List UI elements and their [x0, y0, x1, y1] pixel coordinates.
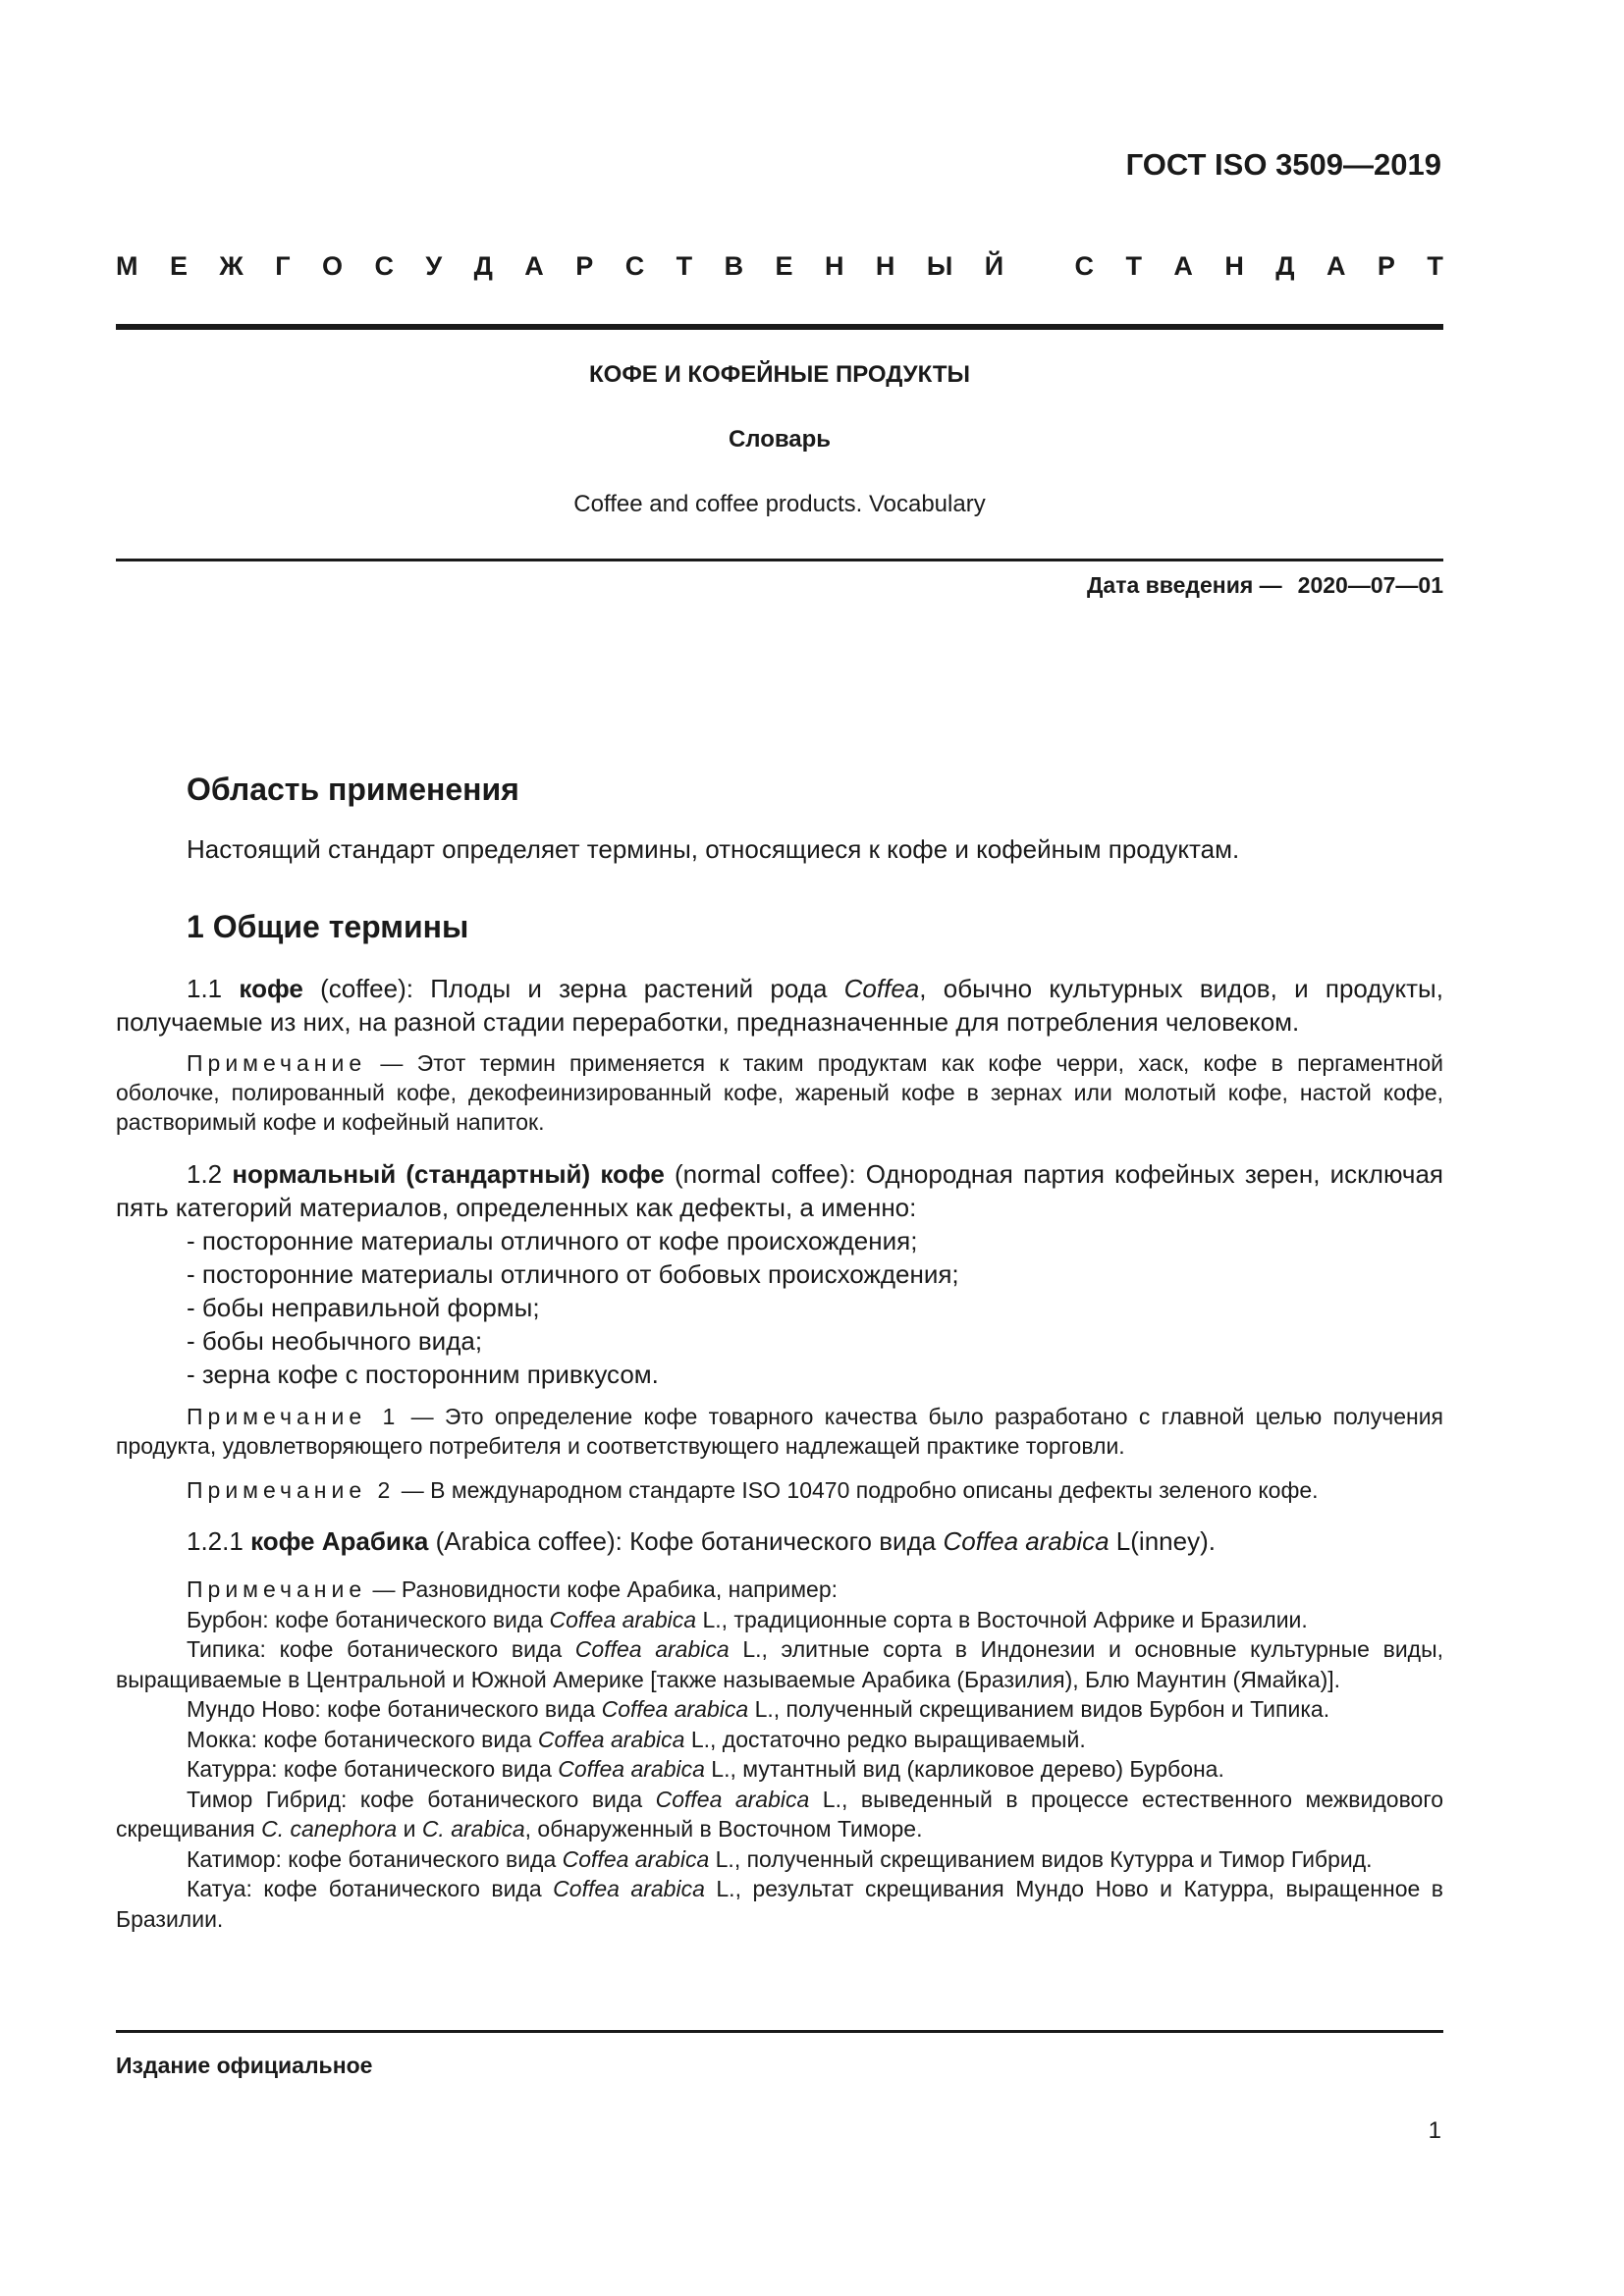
- species-name: Coffea arabica: [558, 1756, 705, 1782]
- note-label: Примечание: [187, 1576, 367, 1602]
- term-1-2-paragraph: [116, 1157, 1443, 1224]
- term-1-1-paragraph: [116, 972, 1443, 1039]
- variety-text: , обнаруженный в Восточном Тиморе.: [524, 1816, 923, 1842]
- variety-text: Мокка: кофе ботанического вида: [187, 1726, 532, 1752]
- note-label: Примечание 1: [187, 1404, 401, 1429]
- term-1-1: [116, 972, 1443, 1039]
- banner-letter: Т: [676, 251, 693, 281]
- variety-mocha: [116, 1725, 1443, 1755]
- variety-catimor: [116, 1844, 1443, 1875]
- banner-letter: Г: [275, 251, 291, 281]
- scope-text: [116, 832, 1443, 866]
- interstate-standard-banner: [116, 251, 1443, 291]
- footer-rule: [116, 2030, 1443, 2033]
- variety-bourbon: [116, 1605, 1443, 1635]
- note-intro: [116, 1575, 1443, 1605]
- species-name: Coffea arabica: [537, 1726, 685, 1752]
- species-name: Coffea arabica: [943, 1526, 1110, 1556]
- variety-typica: [116, 1634, 1443, 1694]
- scope-heading: Область применения: [187, 772, 519, 807]
- document-title: КОФЕ И КОФЕЙНЫЕ ПРОДУКТЫ: [589, 361, 970, 388]
- defect-item: - посторонние материалы отличного от бобовых происхождения;: [187, 1257, 1443, 1291]
- document-subtitle: Словарь: [728, 426, 832, 453]
- top-rule: [116, 324, 1443, 330]
- banner-letter: С: [1074, 251, 1094, 281]
- variety-text: Катурра: кофе ботанического вида: [187, 1756, 552, 1782]
- species-name: C. canephora: [261, 1816, 398, 1842]
- species-name: Coffea arabica: [549, 1606, 697, 1632]
- english-title: Coffee and coffee products. Vocabulary: [573, 491, 986, 517]
- banner-letter: Д: [1275, 251, 1295, 281]
- term-definition: Кофе ботанического вида: [629, 1526, 937, 1556]
- defect-item: - зерна кофе с посторонним привкусом.: [187, 1358, 1443, 1391]
- term-1-2: [116, 1157, 1443, 1391]
- banner-letter: Ж: [219, 251, 244, 281]
- variety-text: Мундо Ново: кофе ботанического вида: [187, 1696, 596, 1722]
- banner-letter: А: [1326, 251, 1346, 281]
- term-definition-rest: L(inney).: [1115, 1526, 1216, 1556]
- banner-letter: Е: [169, 251, 188, 281]
- banner-letter: Т: [1427, 251, 1443, 281]
- species-name: Coffea arabica: [574, 1636, 730, 1662]
- term-name: нормальный (стандартный) кофе: [232, 1159, 665, 1189]
- term-1-2-1: [116, 1524, 1443, 1558]
- species-name: Coffea arabica: [553, 1876, 705, 1901]
- defect-item: - бобы неправильной формы;: [187, 1291, 1443, 1324]
- species-name: Coffea arabica: [601, 1696, 749, 1722]
- banner-letter: Н: [824, 251, 844, 281]
- banner-letter: М: [116, 251, 138, 281]
- introduction-date: [1087, 572, 1443, 599]
- species-name: Coffea arabica: [562, 1845, 710, 1872]
- defect-list: [116, 1224, 1443, 1391]
- banner-letter: Й: [984, 251, 1004, 281]
- term-number: 1.2: [187, 1159, 223, 1189]
- species-name: C. arabica: [421, 1816, 525, 1842]
- variety-text: Типика: кофе ботанического вида: [187, 1636, 563, 1662]
- term-name: кофе: [239, 974, 303, 1003]
- note-1-2-2: [116, 1475, 1443, 1505]
- variety-timor-hybrid: [116, 1785, 1443, 1844]
- banner-letter: Р: [1377, 251, 1395, 281]
- variety-text: Катимор: кофе ботанического вида: [187, 1845, 557, 1872]
- variety-text: L., традиционные сорта в Восточной Африке и Бразилии.: [702, 1606, 1308, 1632]
- term-definition: Плоды и зерна растений рода: [430, 974, 828, 1003]
- defect-item: - посторонние материалы отличного от кофе происхождения;: [187, 1224, 1443, 1257]
- term-name: кофе Арабика: [250, 1526, 429, 1556]
- variety-text: Тимор Гибрид: кофе ботанического вида: [187, 1786, 643, 1812]
- variety-caturra: [116, 1754, 1443, 1785]
- banner-letter: С: [374, 251, 394, 281]
- term-english: (normal coffee):: [675, 1159, 856, 1189]
- term-definition: Однородная партия кофейных зерен, исключая пять категорий материалов, определенных как дефекты, а именно:: [116, 1159, 1443, 1222]
- term-number: 1.1: [187, 974, 223, 1003]
- note-label: Примечание: [187, 1050, 367, 1076]
- banner-letter: Н: [1224, 251, 1244, 281]
- page-number: 1: [1428, 2117, 1441, 2144]
- variety-mundo-novo: [116, 1694, 1443, 1725]
- banner-letter: У: [425, 251, 443, 281]
- official-edition-label: Издание официальное: [116, 2053, 373, 2078]
- variety-text: Бурбон: кофе ботанического вида: [187, 1606, 544, 1632]
- variety-text: L., достаточно редко выращиваемый.: [690, 1726, 1086, 1752]
- title-bottom-rule: [116, 559, 1443, 561]
- variety-text: L., мутантный вид (карликовое дерево) Бурбона.: [711, 1756, 1224, 1782]
- introduction-date-label: Дата введения —: [1087, 572, 1282, 598]
- banner-letter: Н: [875, 251, 895, 281]
- note-1-2-2-paragraph: [116, 1475, 1443, 1505]
- banner-letter: С: [624, 251, 645, 281]
- note-arabica-varieties: [116, 1575, 1443, 1934]
- note-text: — В международном стандарте ISO 10470 подробно описаны дефекты зеленого кофе.: [401, 1477, 1319, 1503]
- general-terms-heading: 1 Общие термины: [187, 909, 469, 944]
- banner-letter: [1036, 251, 1044, 291]
- banner-letter: В: [724, 251, 744, 281]
- variety-text: L., элитные сорта в Индонезии и основные культурные виды, выращиваемые в Центральной и Южной Америке [также называемые Арабика (Бразилия), Блю Маунтин (Ямайка)].: [116, 1636, 1444, 1692]
- banner-letter: Д: [473, 251, 493, 281]
- variety-text: Катуа: кофе ботанического вида: [187, 1876, 542, 1901]
- term-1-2-1-paragraph: [116, 1524, 1443, 1558]
- variety-text: L., выведенный в процессе естественного межвидового скрещивания: [116, 1786, 1443, 1842]
- introduction-date-value: 2020—07—01: [1297, 572, 1443, 598]
- variety-text: и: [403, 1816, 416, 1842]
- defect-item: - бобы необычного вида;: [187, 1324, 1443, 1358]
- document-code: ГОСТ ISO 3509—2019: [1125, 147, 1441, 182]
- variety-catuai: [116, 1874, 1443, 1934]
- banner-letter: А: [524, 251, 544, 281]
- banner-letter: А: [1173, 251, 1193, 281]
- species-name: Coffea arabica: [655, 1786, 810, 1812]
- genus-name: Coffea: [843, 974, 920, 1003]
- note-1-2-1: [116, 1402, 1443, 1461]
- term-english: (coffee):: [320, 974, 413, 1003]
- variety-text: L., полученный скрещиванием видов Бурбон и Типика.: [754, 1696, 1330, 1722]
- note-1-2-1-paragraph: [116, 1402, 1443, 1461]
- note-1-1-paragraph: [116, 1048, 1443, 1137]
- scope-paragraph: Настоящий стандарт определяет термины, относящиеся к кофе и кофейным продуктам.: [187, 834, 1240, 864]
- note-text: — Этот термин применяется к таким продуктам как кофе черри, хаск, кофе в пергаментной оболочке, полированный кофе, декофеинизированный кофе, жареный кофе в зернах или молотый кофе, настой кофе, растворимый кофе и кофейный напиток.: [116, 1050, 1444, 1135]
- note-text: — Разновидности кофе Арабика, например:: [372, 1576, 838, 1602]
- variety-text: L., результат скрещивания Мундо Ново и Катурра, выращенное в Бразилии.: [116, 1876, 1444, 1932]
- note-1-1: [116, 1048, 1443, 1137]
- banner-letter: Р: [575, 251, 594, 281]
- variety-text: L., полученный скрещиванием видов Кутурра и Тимор Гибрид.: [715, 1845, 1373, 1872]
- term-definition-rest: , обычно культурных видов, и продукты, получаемые из них, на разной стадии переработки, предназначенные для потребления человеком.: [116, 974, 1443, 1037]
- banner-letter: Ы: [926, 251, 953, 281]
- banner-letter: Е: [775, 251, 793, 281]
- banner-letter: О: [321, 251, 343, 281]
- term-number: 1.2.1: [187, 1526, 244, 1556]
- note-text: — Это определение кофе товарного качества было разработано с главной целью получения продукта, удовлетворяющего потребителя и соответствующего надлежащей практике торговли.: [116, 1404, 1444, 1459]
- note-label: Примечание 2: [187, 1477, 396, 1503]
- term-english: (Arabica coffee):: [435, 1526, 623, 1556]
- banner-letter: Т: [1125, 251, 1142, 281]
